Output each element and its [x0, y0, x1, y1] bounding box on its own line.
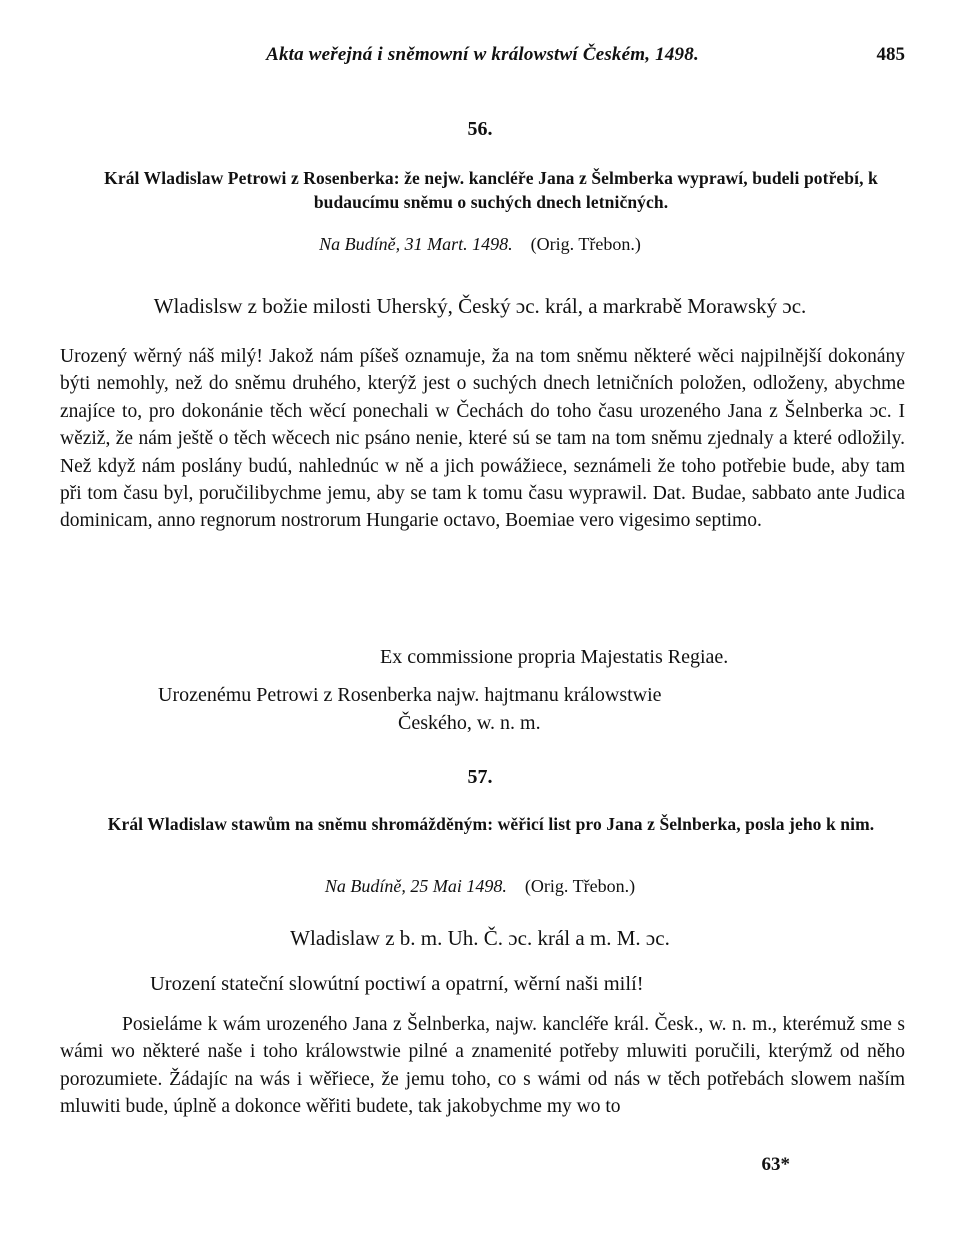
source-note: (Orig. Třebon.)	[524, 876, 636, 896]
page-number: 485	[876, 44, 905, 65]
salutation: Urození stateční slowútní poctiwí a opatrní, wěrní naši milí!	[150, 973, 644, 995]
address-line: Urozenému Petrowi z Rosenberka najw. hajtmanu králowstwie	[158, 684, 662, 706]
intitulatio: Wladislsw z božie milosti Uherský, Český ɔc. král, a markrabě Morawský ɔc.	[153, 294, 807, 318]
signature-mark: 63*	[761, 1154, 790, 1175]
date-place: Na Budíně, 31 Mart. 1498.	[319, 234, 513, 254]
document-number: 57.	[467, 766, 493, 788]
document-regest: Král Wladislaw Petrowi z Rosenberka: že nejw. kancléře Jana z Šelmberka wyprawí, budeli potřebí, k budaucímu sněmu o suchých dnech letničných.	[104, 168, 878, 212]
intitulatio: Wladislaw z b. m. Uh. Č. ɔc. král a m. M. ɔc.	[290, 926, 670, 950]
document-text: Urozený wěrný náš milý! Jakož nám píšeš oznamuje, ža na tom sněmu některé wěci najpilnější dokonány býti nemohly, než do sněmu druhého, kterýž jest o suchých dnech letničních položen, odloženy, abychme znajíce to, pro dokonánie těch wěcí ponechali w Čechách do toho času urozeného Jana z Šelnberka ɔc. I wěziž, že nám ještě o těch wěcech nic psáno nenie, které sú se tam na tom sněmu zjednaly a které odložily. Než když nám poslány budú, nahlednúc w ně a jich powážiece, seznámeli že toho potřebie bude, aby tam při tom času byl, poručilibychme jemu, aby se tam k tomu času wyprawil. Dat. Budae, sabbato ante Judica dominicam, anno regnorum nostrorum Hungarie octavo, Boemiae vero vigesimo septimo.	[60, 346, 905, 532]
page-header	[60, 44, 905, 74]
running-title: Akta weřejná i sněmowní w králowstwí Českém, 1498.	[266, 44, 699, 65]
document-text	[60, 1011, 905, 1121]
address-line-continued: Českého, w. n. m.	[398, 712, 541, 734]
date-place: Na Budíně, 25 Mai 1498.	[324, 876, 507, 896]
relatio-line: Ex commissione propria Majestatis Regiae.	[380, 646, 729, 668]
document-regest: Král Wladislaw stawům na sněmu shromážděným: wěřicí list pro Jana z Šelnberka, posla jeho k nim.	[107, 814, 875, 834]
document-text-content: Posieláme k wám urozeného Jana z Šelnberka, najw. kancléře král. Česk., w. n. m., kterémuž sme s wámi wo některé naše i toho králowstwie pilné a znamenité potřeby mluwiti poručili, kterýmž od něho porozumiete. Žádajíc na wás i wěřiece, že jemu toho, co s wámi od nás w těch potřebách slowem naším mluwiti bude, úplně a dokonce wěřiti budete, tak jakobychme my wo to	[60, 1014, 905, 1118]
document-number: 56.	[467, 118, 493, 140]
document-dateline	[0, 876, 960, 897]
source-note: (Orig. Třebon.)	[530, 234, 641, 254]
document-dateline	[0, 234, 960, 255]
